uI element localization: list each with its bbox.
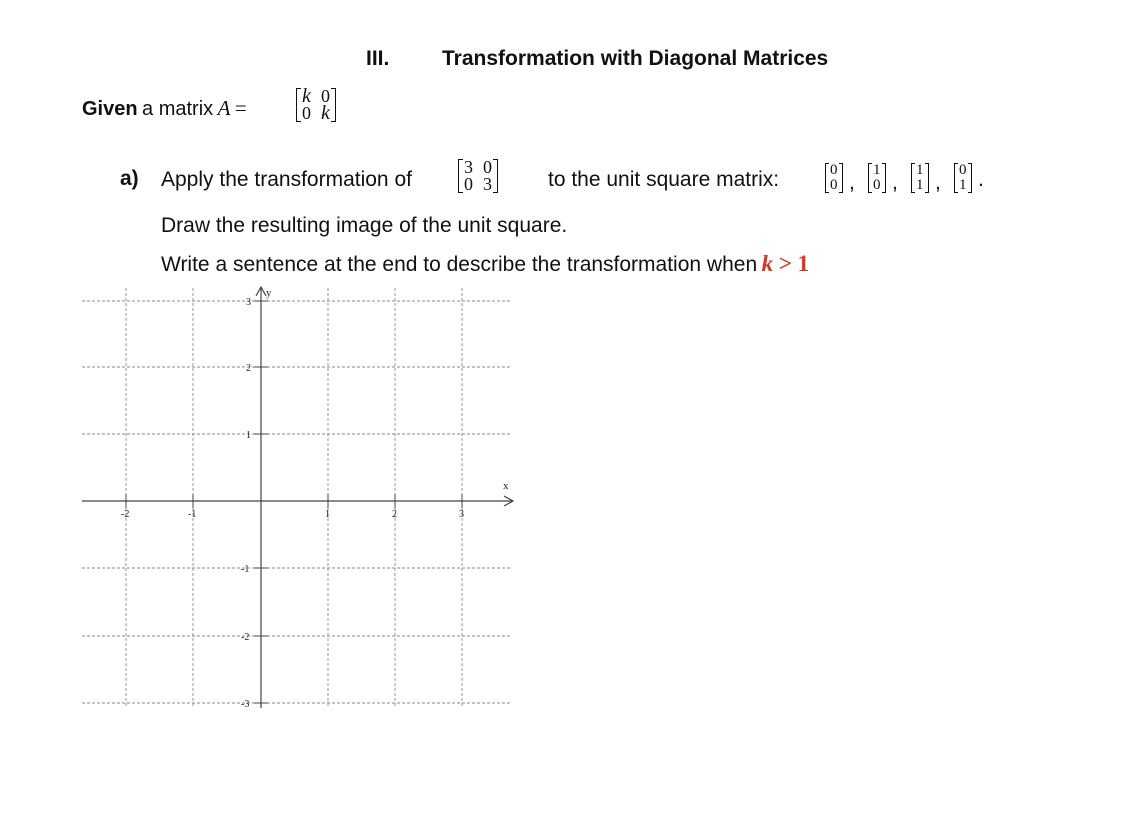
part-a-matrix-a11: 3 — [464, 157, 473, 177]
given-text: a matrix — [142, 98, 214, 120]
unit-vector-3-top: 1 — [916, 162, 924, 178]
y-axis-label: y — [266, 287, 272, 299]
x-tick-label-4: 2 — [392, 509, 397, 520]
part-a-line2: Draw the resulting image of the unit square. — [161, 214, 568, 237]
unit-vector-2-top: 1 — [873, 162, 881, 178]
axes — [82, 287, 513, 708]
x-tick-label-3: 1 — [325, 509, 330, 520]
part-a-text1: Apply the transformation of — [161, 168, 412, 191]
unit-vector-4-bottom: 1 — [959, 177, 967, 193]
tick-marks — [126, 301, 462, 703]
separator-1: , — [849, 171, 855, 194]
section-title: Transformation with Diagonal Matrices — [442, 47, 829, 70]
part-a-text2: to the unit square matrix: — [548, 168, 780, 191]
part-a-matrix-a21: 0 — [464, 174, 473, 194]
grid-lines — [82, 288, 512, 706]
end-period: . — [978, 168, 984, 191]
unit-vector-1-bottom: 0 — [830, 177, 838, 193]
given-matrix-a12: 0 — [321, 86, 330, 106]
y-tick-label-2: 2 — [246, 363, 251, 374]
section-number: III. — [366, 47, 390, 70]
unit-vector-1-top: 0 — [830, 162, 838, 178]
unit-vector-4-top: 0 — [959, 162, 967, 178]
y-tick-label-4: -1 — [241, 564, 250, 575]
x-tick-label-2: -1 — [188, 509, 197, 520]
y-tick-label-3: 1 — [246, 430, 251, 441]
separator-2: , — [892, 171, 898, 194]
given-matrix-a22: k — [321, 102, 330, 124]
part-a-matrix-a22: 3 — [483, 174, 492, 194]
given-bold-word: Given — [82, 98, 138, 120]
x-axis-label: x — [503, 480, 509, 492]
y-tick-label-1: 3 — [246, 297, 251, 308]
given-matrix-a11: k — [302, 85, 311, 107]
given-equals: = — [234, 96, 247, 120]
y-tick-label-5: -2 — [241, 632, 250, 643]
y-tick-label-6: -3 — [241, 699, 250, 710]
unit-vector-2-bottom: 0 — [873, 177, 881, 193]
part-a-label: a) — [120, 167, 139, 190]
part-a-matrix-a12: 0 — [483, 157, 492, 177]
condition-rest: > 1 — [778, 251, 810, 276]
given-variable: A — [217, 96, 231, 120]
unit-vector-3-bottom: 1 — [916, 177, 924, 193]
separator-3: , — [935, 171, 941, 194]
axis-labels — [121, 287, 509, 710]
condition-var: k — [761, 251, 774, 276]
x-tick-label-1: -2 — [121, 509, 130, 520]
x-tick-label-5: 3 — [459, 509, 464, 520]
part-a-line3-text: Write a sentence at the end to describe the transformation when — [161, 253, 758, 276]
given-matrix-a21: 0 — [302, 103, 311, 123]
